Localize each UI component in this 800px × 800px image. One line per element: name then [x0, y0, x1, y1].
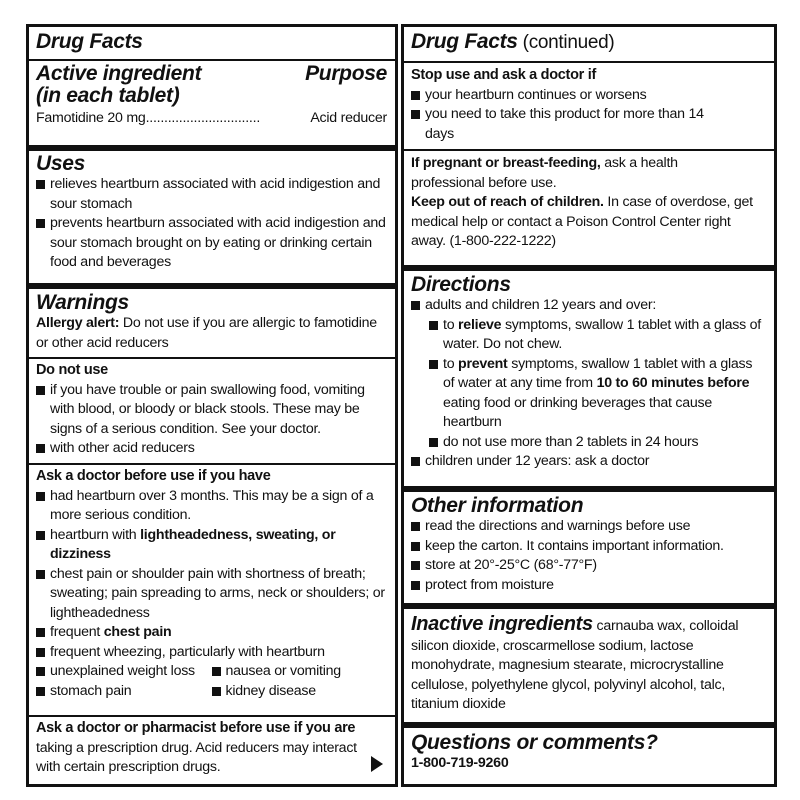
do-not-use-section — [29, 357, 395, 459]
page-title: Drug Facts — [36, 30, 143, 53]
ask-doctor-section — [29, 463, 395, 701]
uses-heading: Uses — [36, 152, 86, 175]
stop-use-item: your heartburn continues or worsens — [411, 86, 766, 106]
bullet-icon — [411, 522, 420, 531]
drug-facts-panel-left — [26, 24, 398, 787]
stop-use-section — [404, 61, 774, 144]
directions-section — [404, 265, 774, 472]
purpose-heading: Purpose — [305, 62, 387, 85]
other-info-heading: Other information — [411, 494, 584, 517]
bullet-icon — [411, 561, 420, 570]
bullet-icon — [411, 91, 420, 100]
questions-phone: 1-800-719-9260 — [411, 755, 509, 771]
stop-use-heading: Stop use and ask a doctor if — [411, 67, 596, 83]
warnings-section — [29, 283, 395, 353]
bullet-icon — [411, 542, 420, 551]
active-ingredient-heading: Active ingredient — [36, 62, 202, 85]
directions-heading: Directions — [411, 273, 511, 296]
leader-dots: ............................... — [145, 110, 261, 126]
ask-pharmacist-text: taking a prescription drug. Acid reducers may interact with certain prescription drugs. — [36, 739, 357, 775]
bullet-icon — [36, 628, 45, 637]
drug-facts-panel-right — [401, 24, 777, 787]
uses-item: relieves heartburn associated with acid indigestion and sour stomach — [36, 175, 387, 214]
ask-doctor-heading: Ask a doctor before use if you have — [36, 468, 271, 484]
ingredient-purpose: Acid reducer — [310, 110, 387, 126]
uses-item: prevents heartburn associated with acid indigestion and sour stomach brought on by eating or drinking certain food and beverages — [36, 214, 387, 273]
bullet-icon — [411, 457, 420, 466]
bullet-icon — [36, 180, 45, 189]
questions-heading: Questions or comments? — [411, 731, 658, 754]
bullet-icon — [429, 438, 438, 447]
directions-subitem: to relieve symptoms, swallow 1 tablet with a glass of water. Do not chew. — [411, 316, 766, 355]
bullet-icon — [411, 301, 420, 310]
bullet-icon — [36, 444, 45, 453]
pregnancy-section — [404, 149, 774, 252]
directions-item: adults and children 12 years and over: — [411, 296, 766, 316]
bullet-icon — [36, 570, 45, 579]
children-warning-text: Keep out of reach of children. In case of overdose, get medical help or contact a Poison Control Center right away. (1-800-222-1222) — [411, 194, 753, 249]
do-not-use-item: if you have trouble or pain swallowing food, vomiting with blood, or bloody or black stools. These may be signs of a serious condition. See your doctor. — [36, 381, 387, 440]
page-title-continued: Drug Facts (continued) — [411, 30, 615, 53]
ask-doctor-pair-row: stomach pain kidney disease — [36, 682, 387, 702]
ask-doctor-item: chest pain or shoulder pain with shortness of breath; sweating; pain spreading to arms, neck or shoulders; or lightheadedness — [36, 565, 387, 624]
bullet-icon — [36, 648, 45, 657]
other-info-item: protect from moisture — [411, 576, 766, 596]
ask-doctor-item: heartburn with lightheadedness, sweating, or dizziness — [36, 526, 387, 565]
bullet-icon — [411, 581, 420, 590]
stop-use-item: you need to take this product for more than 14 days — [411, 105, 766, 144]
other-info-section — [404, 486, 774, 595]
title-section-continued — [404, 31, 774, 54]
inactive-ingredients-section — [404, 603, 774, 715]
directions-subitem: to prevent symptoms, swallow 1 tablet with a glass of water at any time from 10 to 60 minutes before eating food or drinking beverages that cause heartburn — [411, 355, 766, 433]
allergy-alert: Allergy alert: Do not use if you are allergic to famotidine or other acid reducers — [36, 315, 377, 351]
bullet-icon — [429, 321, 438, 330]
bullet-icon — [212, 687, 221, 696]
ask-pharmacist-section — [29, 715, 395, 784]
directions-item: children under 12 years: ask a doctor — [411, 452, 766, 472]
directions-subitem: do not use more than 2 tablets in 24 hours — [411, 433, 766, 453]
ask-doctor-item: had heartburn over 3 months. This may be a sign of a more serious condition. — [36, 487, 387, 526]
bullet-icon — [36, 667, 45, 676]
ask-doctor-item: frequent wheezing, particularly with heartburn — [36, 643, 387, 663]
other-info-item: store at 20°-25°C (68°-77°F) — [411, 556, 766, 576]
warnings-heading: Warnings — [36, 291, 129, 314]
uses-section — [29, 145, 395, 273]
ask-doctor-pair-row: unexplained weight loss nausea or vomiting — [36, 662, 387, 682]
inactive-ingredients-heading: Inactive ingredients — [411, 613, 593, 635]
bullet-icon — [429, 360, 438, 369]
bullet-icon — [36, 492, 45, 501]
ingredient-name: Famotidine 20 mg — [36, 110, 146, 126]
continue-arrow-icon — [371, 756, 383, 772]
other-info-item: keep the carton. It contains important information. — [411, 537, 766, 557]
ask-doctor-item: frequent chest pain — [36, 623, 387, 643]
bullet-icon — [36, 386, 45, 395]
questions-section — [404, 722, 774, 774]
bullet-icon — [36, 219, 45, 228]
bullet-icon — [36, 531, 45, 540]
bullet-icon — [411, 110, 420, 119]
do-not-use-item: with other acid reducers — [36, 439, 387, 459]
title-section — [29, 31, 395, 53]
do-not-use-heading: Do not use — [36, 362, 108, 378]
ask-pharmacist-heading: Ask a doctor or pharmacist before use if you are — [36, 720, 356, 736]
other-info-item: read the directions and warnings before use — [411, 517, 766, 537]
bullet-icon — [212, 667, 221, 676]
pregnancy-text: If pregnant or breast-feeding, ask a health professional before use. — [411, 155, 678, 191]
in-each-tablet-heading: (in each tablet) — [36, 84, 180, 107]
bullet-icon — [36, 687, 45, 696]
ingredient-row — [36, 109, 387, 129]
inactive-ingredients-text: Inactive ingredients carnauba wax, colloidal silicon dioxide, croscarmellose sodium, lactose monohydrate, magnesium stearate, microcrystalline cellulose, polyethylene glycol, polyvinyl alcohol, talc, titanium dioxide — [411, 613, 739, 712]
